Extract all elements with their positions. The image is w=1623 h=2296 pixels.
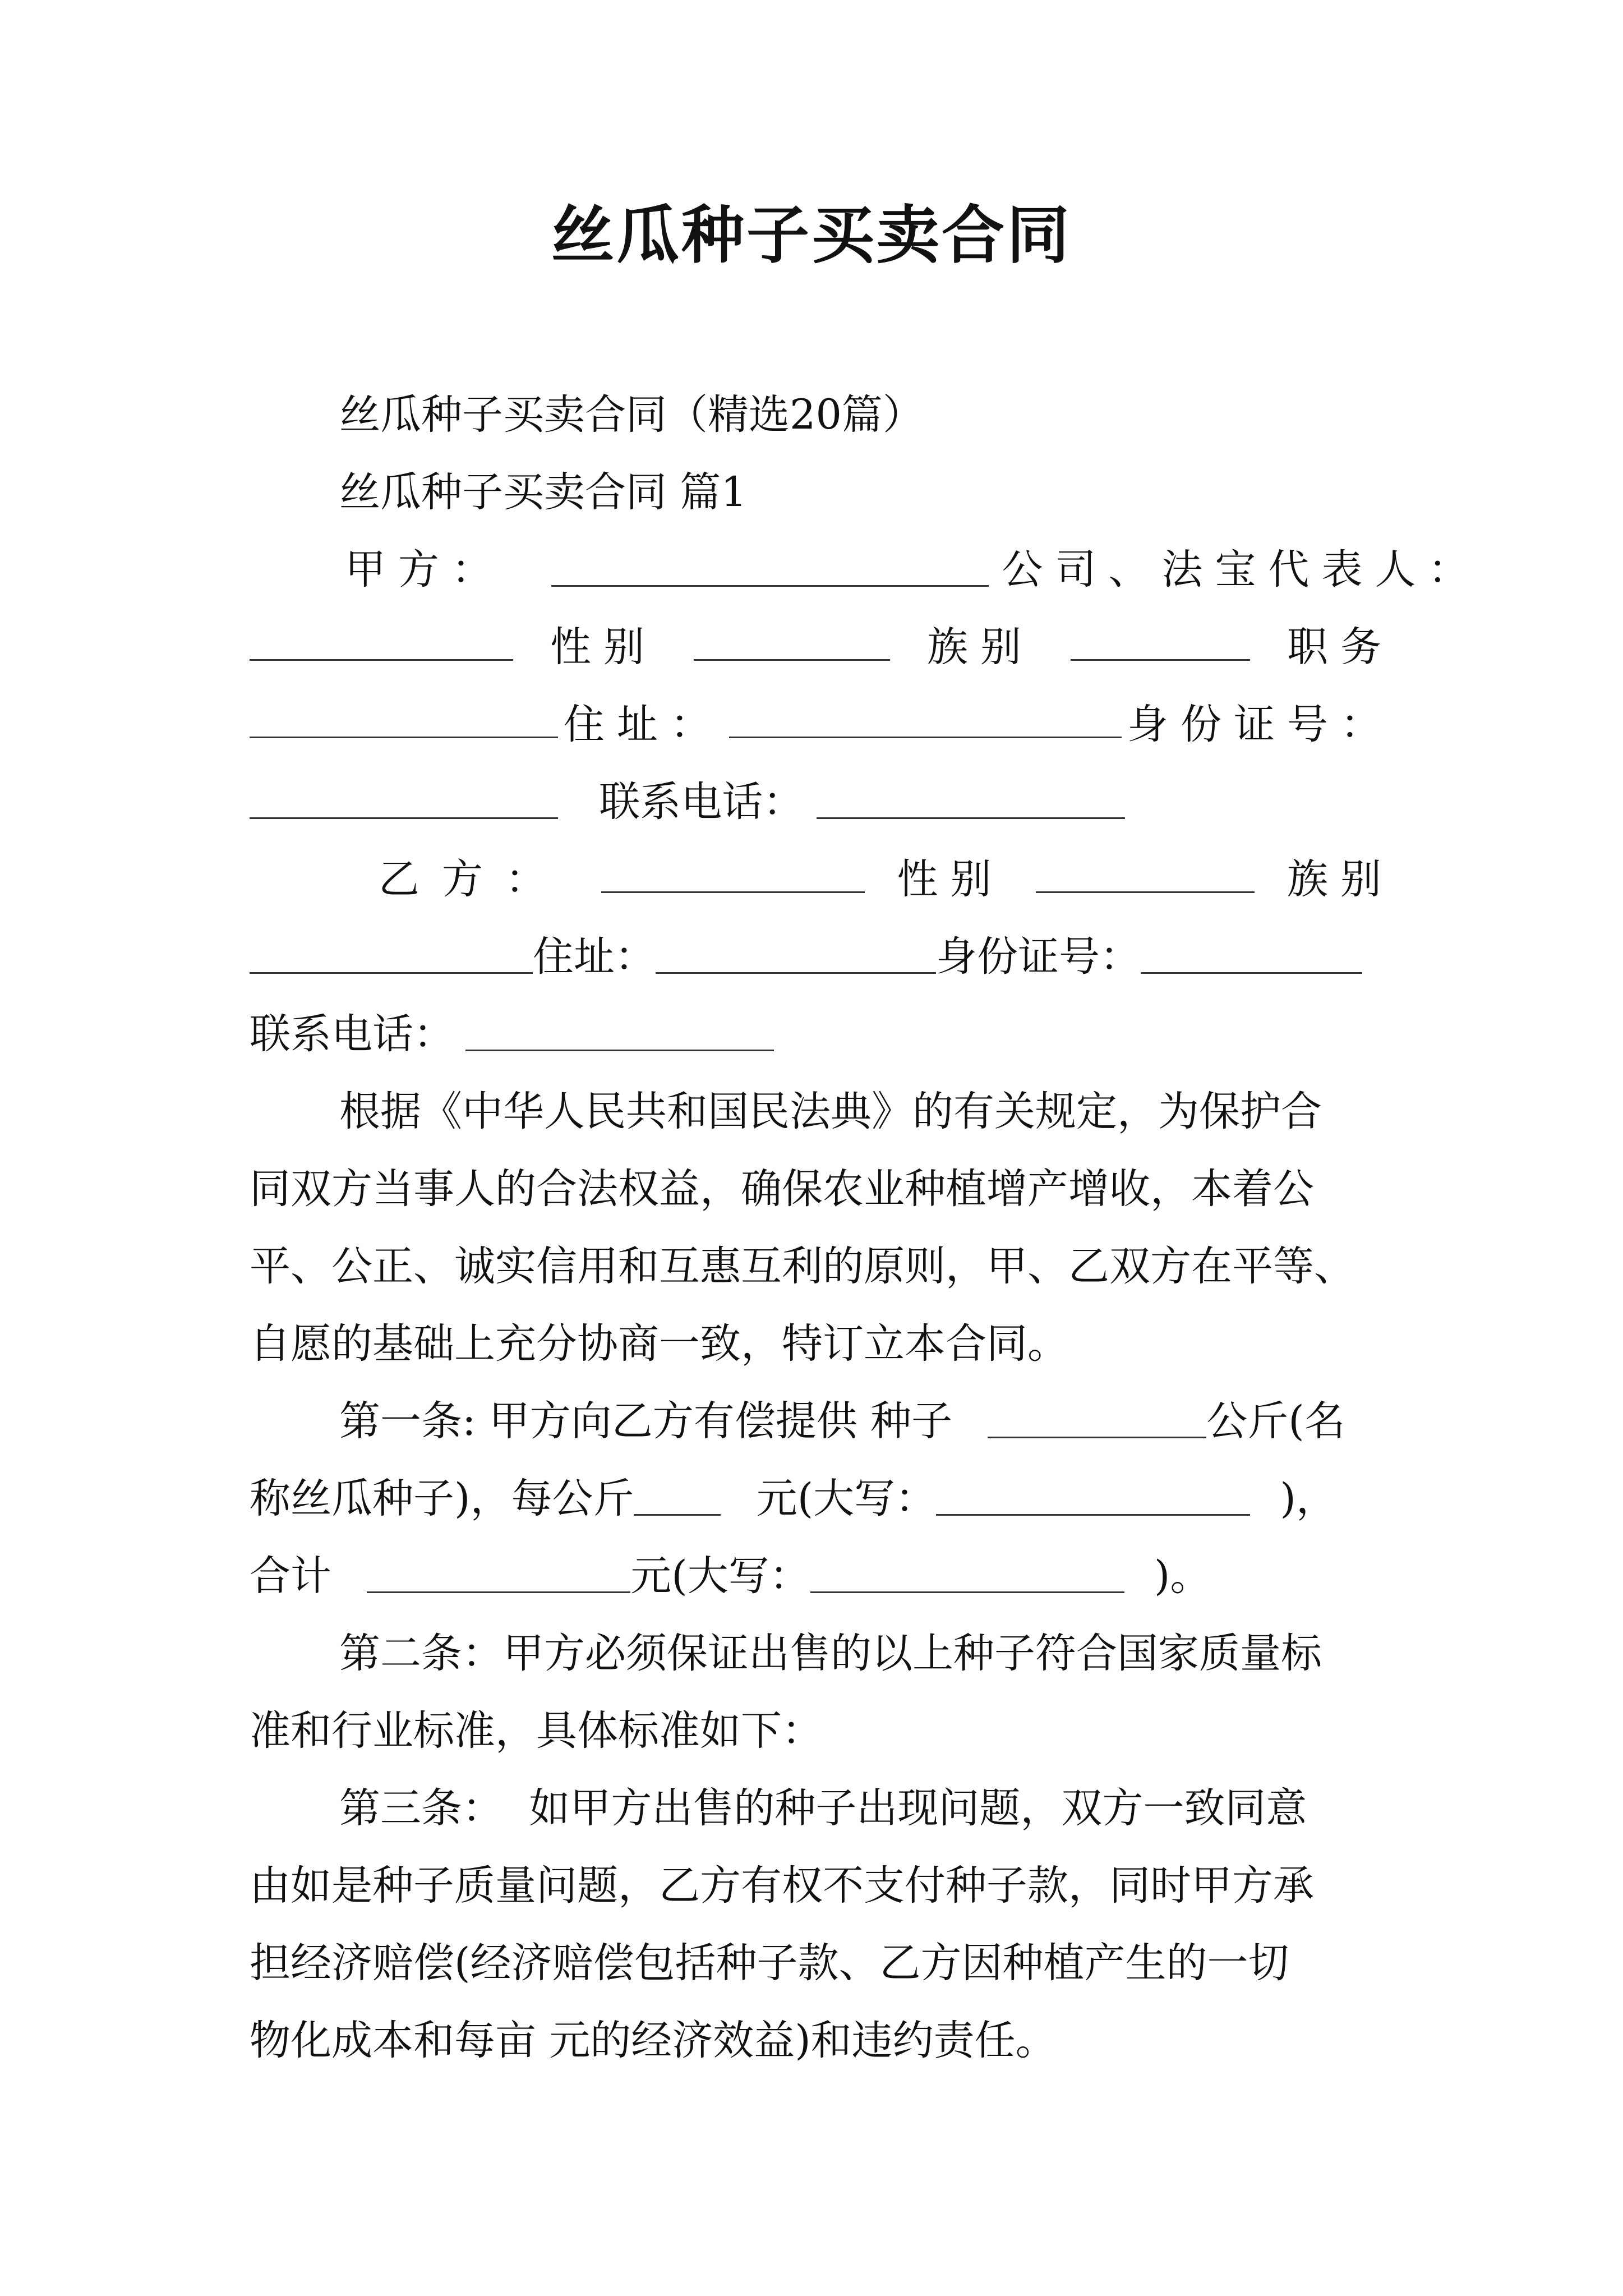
- article-3-line-4: 物化成本和每亩 元的经济效益)和违约责任。: [250, 2017, 1057, 2064]
- party-a-ethnicity-blank: [1071, 620, 1250, 661]
- party-a-line-2: [250, 614, 1394, 681]
- article-1-line-2: [250, 1465, 1394, 1533]
- party-b-id-label: 身份证号：: [936, 933, 1141, 981]
- party-a-id-blank: [250, 778, 558, 819]
- article-3-line-2: 由如是种子质量问题，乙方有权不支付种子款，同时甲方承: [250, 1862, 1314, 1910]
- article-3-line-1: 第三条： 如甲方出售的种子出现问题，双方一致同意: [339, 1784, 1307, 1832]
- party-b-gender-blank: [1036, 852, 1255, 893]
- party-b-name-blank: [601, 852, 865, 893]
- section-heading: 丝瓜种子买卖合同 篇1: [339, 468, 747, 516]
- article-1-unit-price-blank: [634, 1475, 721, 1516]
- party-a-gender-blank: [694, 620, 890, 661]
- party-b-id-blank: [1141, 933, 1362, 974]
- preamble-line-3: 平、公正、诚实信用和互惠互利的原则，甲、乙双方在平等、: [250, 1243, 1355, 1290]
- article-1-line-3: [250, 1543, 1394, 1610]
- document-title: 丝瓜种子买卖合同: [551, 199, 1072, 272]
- document-subtitle: 丝瓜种子买卖合同（精选20篇）: [339, 391, 924, 439]
- article-1-price-close: )，: [1280, 1475, 1337, 1522]
- article-2-line-2: 准和行业标准，具体标准如下：: [250, 1707, 823, 1755]
- party-a-company-rep-label: 公司、法宝代表人：: [1002, 546, 1482, 593]
- party-b-line-1: [250, 846, 1394, 913]
- party-a-name-blank: [551, 546, 989, 587]
- party-a-ethnicity-label: 族别: [927, 623, 1034, 671]
- party-a-phone-blank: [817, 778, 1125, 819]
- article-1-price-capital-label: 元(大写：: [756, 1475, 937, 1522]
- party-a-position-blank: [250, 697, 558, 738]
- preamble-line-4: 自愿的基础上充分协商一致，特订立本合同。: [250, 1320, 1068, 1368]
- article-1-kg-name: 公斤(名: [1206, 1397, 1345, 1445]
- article-1-total-label: 合计: [250, 1552, 331, 1600]
- party-a-position-label: 职务: [1287, 623, 1394, 671]
- article-2-line-1: 第二条：甲方必须保证出售的以上种子符合国家质量标: [339, 1630, 1322, 1677]
- party-b-line-2: [250, 923, 1394, 991]
- party-a-label: 甲方：: [345, 546, 505, 593]
- party-a-line-1: [250, 536, 1482, 604]
- article-1-per-kg-label: 称丝瓜种子)，每公斤: [250, 1475, 634, 1522]
- party-a-address-blank: [729, 697, 1122, 738]
- party-b-line-3: [250, 1001, 1394, 1068]
- article-1-total-capital-blank: [810, 1552, 1124, 1593]
- article-1-quantity-blank: [988, 1397, 1206, 1438]
- party-a-id-label: 身份证号：: [1127, 701, 1394, 748]
- party-b-address-label: 住址：: [533, 933, 656, 981]
- party-b-phone-blank: [465, 1010, 774, 1051]
- party-b-address-blank: [656, 933, 936, 974]
- article-1-price-capital-blank: [936, 1475, 1250, 1516]
- article-1-total-close: )。: [1154, 1552, 1211, 1600]
- article-1-total-blank: [367, 1552, 630, 1593]
- party-a-address-label: 住址：: [564, 701, 723, 748]
- party-b-phone-label: 联系电话：: [250, 1010, 454, 1058]
- party-a-line-3: [250, 691, 1394, 758]
- party-b-ethnicity-label: 族别: [1287, 855, 1394, 903]
- article-1-lead: 第一条: 甲方向乙方有偿提供 种子: [339, 1397, 953, 1445]
- party-a-gender-label: 性别: [550, 623, 657, 671]
- party-a-line-4: [250, 769, 1394, 836]
- preamble-line-1: 根据《中华人民共和国民法典》的有关规定，为保护合: [339, 1088, 1322, 1135]
- article-1-line-1: [250, 1388, 1394, 1455]
- article-1-total-capital-label: 元(大写：: [630, 1552, 810, 1600]
- party-b-ethnicity-blank: [250, 933, 533, 974]
- preamble-line-2: 同双方当事人的合法权益，确保农业种植增产增收，本着公: [250, 1165, 1314, 1213]
- party-a-rep-blank: [250, 620, 513, 661]
- article-3-line-3: 担经济赔偿(经济赔偿包括种子款、乙方因种植产生的一切: [250, 1939, 1289, 1987]
- party-a-phone-label: 联系电话：: [599, 778, 804, 826]
- party-b-label: 乙方：: [379, 855, 569, 903]
- party-b-gender-label: 性别: [897, 855, 1004, 903]
